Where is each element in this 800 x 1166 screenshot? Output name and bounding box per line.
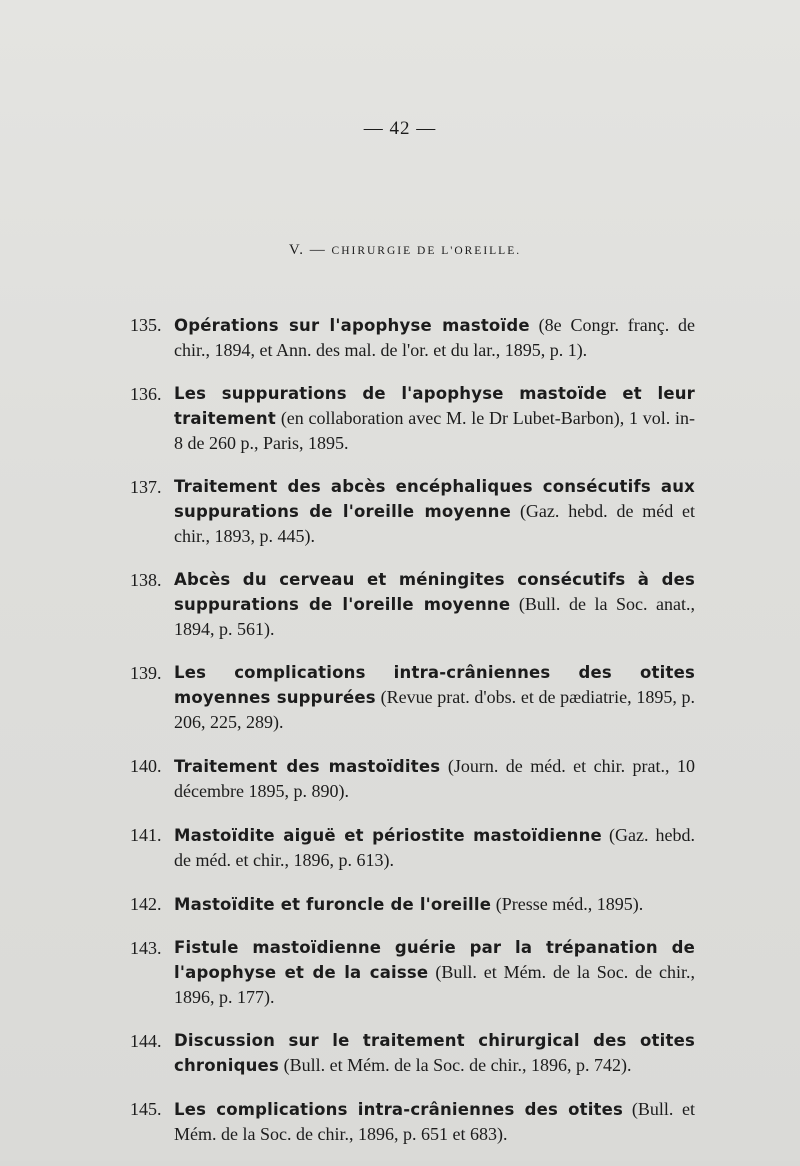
entry-number: 137. — [130, 477, 162, 497]
section-heading — [0, 242, 800, 259]
entry-reference: (8e Congr. franç. de chir., 1894, et Ann. des mal. de l'or. et du lar., 1895, p. 1). — [174, 315, 696, 360]
entry-number: 138. — [130, 570, 162, 590]
entry-reference: (Gaz. hebd. de méd et chir., 1893, p. 445). — [174, 501, 695, 546]
entry-title: Les complications intra-crâniennes des otites moyennes suppurées — [174, 663, 695, 707]
entry-title: Mastoïdite et furoncle de l'oreille — [174, 895, 492, 914]
entry-reference: (Presse méd., 1895). — [495, 894, 644, 914]
entry-number: 139. — [130, 663, 162, 683]
entry-number: 144. — [130, 1031, 162, 1051]
entry-title: Traitement des mastoïdites — [174, 757, 441, 776]
entry-number: 135. — [130, 315, 162, 335]
entry-reference: (Bull. de la Soc. anat., 1894, p. 561). — [174, 594, 695, 639]
entry-reference: (en collaboration avec M. le Dr Lubet-Barbon), 1 vol. in-8 de 260 p., Paris, 1895. — [174, 408, 695, 453]
entry-title: Les suppurations de l'apophyse mastoïde et leur traitement — [174, 384, 695, 428]
page-number: — 42 — — [363, 118, 437, 139]
entry-reference: (Gaz. hebd. de méd. et chir., 1896, p. 613). — [174, 825, 696, 870]
entry-title: Abcès du cerveau et méningites consécutifs à des suppurations de l'oreille moyenne — [174, 570, 695, 614]
bibliography-entry — [130, 892, 695, 917]
entry-number: 143. — [130, 938, 162, 958]
bibliography-entry — [130, 1029, 695, 1078]
entry-title: Fistule mastoïdienne guérie par la trépanation de l'apophyse et de la caisse — [174, 938, 695, 982]
bibliography-entry — [130, 382, 695, 456]
entry-reference: (Bull. et Mém. de la Soc. de chir., 1896, p. 742). — [283, 1055, 632, 1075]
entry-reference: (Revue prat. d'obs. et de pædiatrie, 1895, p. 206, 225, 289). — [174, 687, 696, 732]
entry-title: Les complications intra-crâniennes des otites — [174, 1100, 624, 1119]
section-title: CHIRURGIE DE L'OREILLE. — [331, 245, 522, 257]
bibliography-entry — [130, 1097, 695, 1147]
bibliography-entry — [130, 475, 695, 549]
entry-number: 142. — [130, 894, 162, 914]
entry-reference: (Journ. de méd. et chir. prat., 10 décembre 1895, p. 890). — [174, 756, 695, 801]
bibliography-entry — [130, 661, 695, 735]
bibliography-entry — [130, 313, 695, 363]
section-numeral: V. — — [288, 242, 327, 258]
entry-title: Traitement des abcès encéphaliques consécutifs aux suppurations de l'oreille moyenne — [174, 477, 695, 521]
entry-number: 145. — [130, 1099, 162, 1119]
bibliography-entry — [130, 936, 695, 1010]
entry-title: Discussion sur le traitement chirurgical des otites chroniques — [174, 1031, 695, 1075]
entry-reference: (Bull. et Mém. de la Soc. de chir., 1896, p. 177). — [174, 962, 696, 1007]
entry-number: 140. — [130, 756, 162, 776]
entry-title: Mastoïdite aiguë et périostite mastoïdienne — [174, 826, 602, 845]
entry-reference: (Bull. et Mém. de la Soc. de chir., 1896, p. 651 et 683). — [174, 1099, 695, 1144]
entry-number: 141. — [130, 825, 162, 845]
bibliography-list — [130, 313, 695, 1166]
bibliography-entry — [130, 754, 695, 804]
bibliography-entry — [130, 823, 695, 873]
bibliography-entry — [130, 568, 695, 642]
entry-title: Opérations sur l'apophyse mastoïde — [174, 316, 530, 335]
entry-number: 136. — [130, 384, 162, 404]
